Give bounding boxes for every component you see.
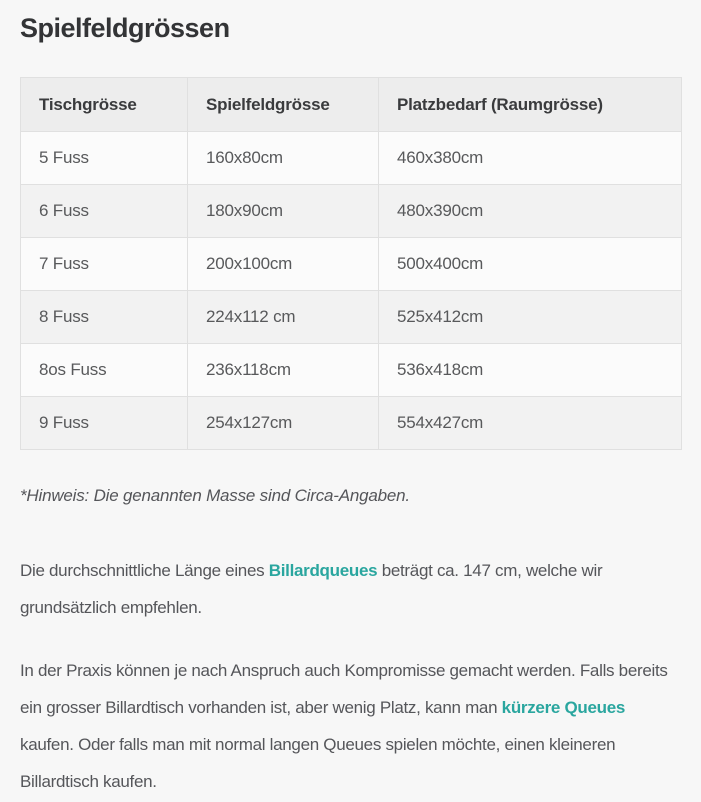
cell-platzbedarf: 554x427cm bbox=[379, 397, 682, 450]
cell-spielfeldgroesse: 160x80cm bbox=[188, 132, 379, 185]
cell-platzbedarf: 536x418cm bbox=[379, 344, 682, 397]
cell-tischgroesse: 7 Fuss bbox=[21, 238, 188, 291]
table-row bbox=[21, 291, 682, 344]
column-header-platzbedarf: Platzbedarf (Raumgrösse) bbox=[379, 78, 682, 132]
cell-platzbedarf: 460x380cm bbox=[379, 132, 682, 185]
column-header-spielfeldgroesse: Spielfeldgrösse bbox=[188, 78, 379, 132]
cell-spielfeldgroesse: 200x100cm bbox=[188, 238, 379, 291]
table-row bbox=[21, 397, 682, 450]
paragraph-compromise bbox=[20, 652, 681, 800]
note-hinweis: *Hinweis: Die genannten Masse sind Circa-Angaben. bbox=[20, 486, 410, 506]
table-header-row bbox=[21, 78, 682, 132]
link-billardqueues[interactable]: Billardqueues bbox=[268, 561, 378, 581]
cell-platzbedarf: 500x400cm bbox=[379, 238, 682, 291]
paragraph-text: In der Praxis können je nach Anspruch auch Kompromisse gemacht werden. Falls bereits ein grosser Billardtisch vorhanden ist, aber wenig Platz, kann man bbox=[20, 661, 668, 718]
page-title: Spielfeldgrössen bbox=[20, 13, 230, 43]
paragraph-queue-length bbox=[20, 552, 681, 626]
cell-tischgroesse: 8os Fuss bbox=[21, 344, 188, 397]
table-sizes bbox=[20, 77, 682, 450]
table-row bbox=[21, 238, 682, 291]
cell-spielfeldgroesse: 254x127cm bbox=[188, 397, 379, 450]
cell-spielfeldgroesse: 236x118cm bbox=[188, 344, 379, 397]
cell-tischgroesse: 5 Fuss bbox=[21, 132, 188, 185]
cell-spielfeldgroesse: 224x112 cm bbox=[188, 291, 379, 344]
paragraph-text: beträgt ca. 147 cm, welche wir grundsätzlich empfehlen. bbox=[20, 561, 603, 618]
cell-tischgroesse: 6 Fuss bbox=[21, 185, 188, 238]
cell-platzbedarf: 525x412cm bbox=[379, 291, 682, 344]
paragraph-text: kaufen. Oder falls man mit normal langen Queues spielen möchte, einen kleineren Billardtisch kaufen. bbox=[20, 735, 616, 792]
cell-spielfeldgroesse: 180x90cm bbox=[188, 185, 379, 238]
column-header-tischgroesse: Tischgrösse bbox=[21, 78, 188, 132]
cell-tischgroesse: 9 Fuss bbox=[21, 397, 188, 450]
cell-platzbedarf: 480x390cm bbox=[379, 185, 682, 238]
cell-tischgroesse: 8 Fuss bbox=[21, 291, 188, 344]
link-kuerzere-queues[interactable]: kürzere Queues bbox=[501, 698, 626, 718]
table-row bbox=[21, 185, 682, 238]
table-row bbox=[21, 132, 682, 185]
table-row bbox=[21, 344, 682, 397]
paragraph-text: Die durchschnittliche Länge eines bbox=[20, 561, 269, 581]
